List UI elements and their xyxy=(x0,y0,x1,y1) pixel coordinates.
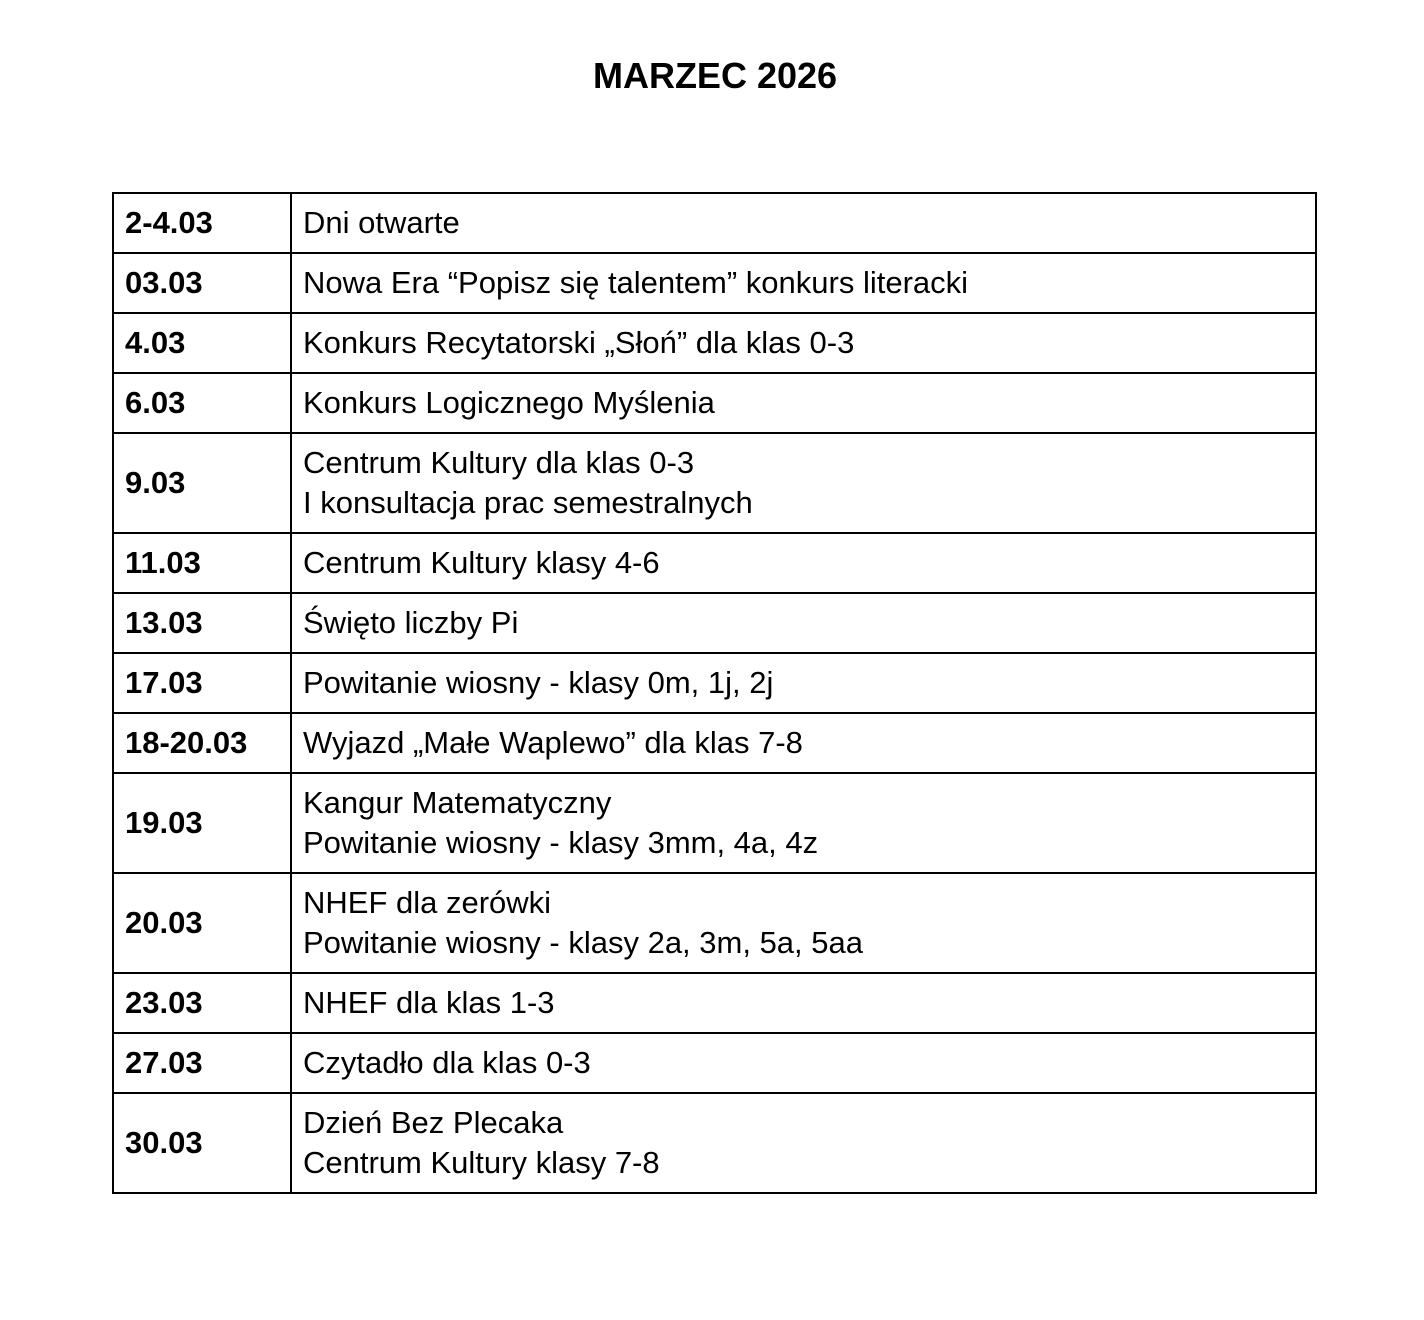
event-line: Kangur Matematyczny xyxy=(303,785,612,820)
table-row xyxy=(113,253,1316,313)
date-cell: 30.03 xyxy=(113,1093,291,1193)
event-cell xyxy=(291,373,1316,433)
date-cell: 6.03 xyxy=(113,373,291,433)
page-title: MARZEC 2026 xyxy=(592,55,838,96)
event-line: Powitanie wiosny - klasy 2a, 3m, 5a, 5aa xyxy=(303,925,863,960)
event-cell xyxy=(291,773,1316,873)
table-row xyxy=(113,653,1316,713)
event-cell xyxy=(291,313,1316,373)
event-cell xyxy=(291,653,1316,713)
date-cell: 17.03 xyxy=(113,653,291,713)
date-cell: 2-4.03 xyxy=(113,193,291,253)
date-cell: 4.03 xyxy=(113,313,291,373)
event-line: Powitanie wiosny - klasy 3mm, 4a, 4z xyxy=(303,825,819,860)
table-row xyxy=(113,193,1316,253)
event-cell xyxy=(291,253,1316,313)
table-row xyxy=(113,873,1316,973)
event-cell xyxy=(291,433,1316,533)
schedule-table-body xyxy=(113,193,1316,1193)
event-line: Powitanie wiosny - klasy 0m, 1j, 2j xyxy=(303,665,774,700)
table-row xyxy=(113,373,1316,433)
event-line: Święto liczby Pi xyxy=(303,605,519,640)
table-row xyxy=(113,313,1316,373)
table-row xyxy=(113,773,1316,873)
date-cell: 23.03 xyxy=(113,973,291,1033)
date-cell: 18-20.03 xyxy=(113,713,291,773)
event-cell xyxy=(291,533,1316,593)
event-cell xyxy=(291,1093,1316,1193)
event-line: Centrum Kultury klasy 7-8 xyxy=(303,1145,660,1180)
schedule-table xyxy=(112,192,1317,1194)
table-row xyxy=(113,1033,1316,1093)
event-cell xyxy=(291,593,1316,653)
event-cell xyxy=(291,873,1316,973)
date-cell: 27.03 xyxy=(113,1033,291,1093)
date-cell: 19.03 xyxy=(113,773,291,873)
event-line: Konkurs Recytatorski „Słoń” dla klas 0-3 xyxy=(303,325,855,360)
table-row xyxy=(113,713,1316,773)
date-cell: 13.03 xyxy=(113,593,291,653)
table-row xyxy=(113,1093,1316,1193)
event-line: NHEF dla klas 1-3 xyxy=(303,985,555,1020)
event-line: Dni otwarte xyxy=(303,205,460,240)
event-line: Centrum Kultury klasy 4-6 xyxy=(303,545,660,580)
date-cell: 11.03 xyxy=(113,533,291,593)
table-row xyxy=(113,593,1316,653)
event-line: Wyjazd „Małe Waplewo” dla klas 7-8 xyxy=(303,725,803,760)
event-line: Konkurs Logicznego Myślenia xyxy=(303,385,715,420)
event-line: Czytadło dla klas 0-3 xyxy=(303,1045,591,1080)
event-cell xyxy=(291,193,1316,253)
date-cell: 20.03 xyxy=(113,873,291,973)
date-cell: 03.03 xyxy=(113,253,291,313)
event-cell xyxy=(291,973,1316,1033)
event-line: I konsultacja prac semestralnych xyxy=(303,485,753,520)
table-row xyxy=(113,433,1316,533)
table-row xyxy=(113,533,1316,593)
event-line: Dzień Bez Plecaka xyxy=(303,1105,564,1140)
table-row xyxy=(113,973,1316,1033)
event-line: NHEF dla zerówki xyxy=(303,885,552,920)
event-cell xyxy=(291,1033,1316,1093)
event-line: Centrum Kultury dla klas 0-3 xyxy=(303,445,695,480)
date-cell: 9.03 xyxy=(113,433,291,533)
event-cell xyxy=(291,713,1316,773)
event-line: Nowa Era “Popisz się talentem” konkurs literacki xyxy=(303,265,969,300)
